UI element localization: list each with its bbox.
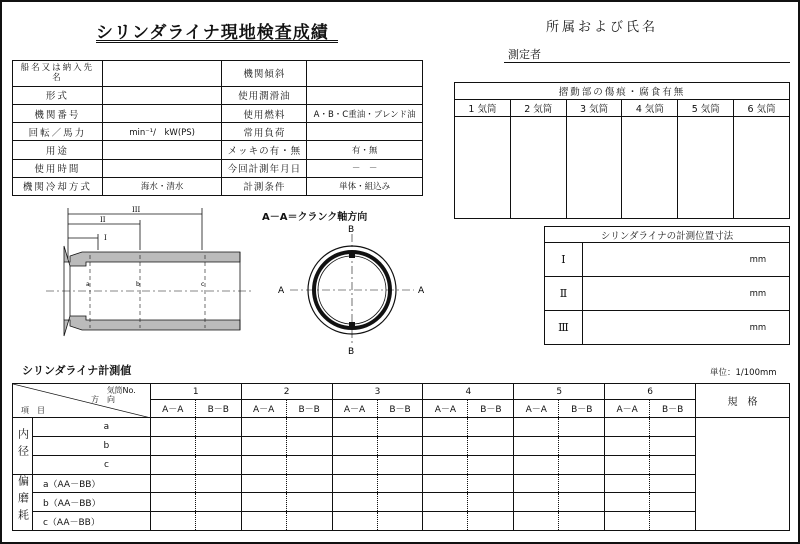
measure-value-cell[interactable] [468, 512, 514, 531]
info-left-label: 船名又は納入先名 [13, 61, 103, 87]
measure-value-cell[interactable] [514, 437, 559, 456]
measure-value-cell[interactable] [195, 437, 241, 456]
measure-direction-header: A－A [241, 400, 286, 418]
measure-value-cell[interactable] [241, 418, 286, 437]
measure-value-cell[interactable] [650, 418, 696, 437]
measure-value-cell[interactable] [150, 418, 195, 437]
page-title: シリンダライナ現地検査成績 [96, 23, 329, 43]
measure-value-cell[interactable] [332, 418, 377, 437]
info-row [13, 61, 423, 87]
info-left-value[interactable] [102, 104, 222, 122]
measure-value-cell[interactable] [332, 512, 377, 531]
section-view-circle [276, 224, 428, 354]
info-left-value[interactable] [102, 141, 222, 159]
measure-value-cell[interactable] [286, 455, 332, 474]
measure-item-label: c [32, 455, 150, 474]
info-right-label: 使用潤滑油 [222, 86, 307, 104]
measure-value-cell[interactable] [286, 512, 332, 531]
measure-value-cell[interactable] [150, 474, 195, 493]
measure-value-cell[interactable] [195, 493, 241, 512]
measure-row [13, 474, 790, 493]
info-row [13, 123, 423, 141]
measure-row [13, 512, 790, 531]
measure-cylinder-header: 3 [332, 384, 423, 400]
measure-cylinder-header: 2 [241, 384, 332, 400]
measure-value-cell[interactable] [605, 418, 650, 437]
measure-value-cell[interactable] [332, 455, 377, 474]
measure-row [13, 437, 790, 456]
info-left-label: 使用時間 [13, 159, 103, 177]
measure-cylinder-header: 1 [150, 384, 241, 400]
corner-cylinder-label: 気筒No. [106, 386, 136, 395]
measure-value-cell[interactable] [150, 493, 195, 512]
pos-a-label: a [86, 281, 90, 288]
position-row [545, 311, 790, 345]
damage-cell[interactable] [510, 117, 566, 219]
measure-value-cell[interactable] [150, 437, 195, 456]
damage-cell[interactable] [734, 117, 790, 219]
info-left-value[interactable] [102, 61, 222, 87]
measurer-signature-line[interactable] [504, 62, 790, 63]
spec-cell[interactable] [696, 418, 790, 531]
measure-value-cell[interactable] [423, 474, 468, 493]
info-left-value[interactable]: 海水・清水 [102, 177, 222, 195]
position-unit: mm [750, 277, 790, 311]
info-right-label: 常用負荷 [222, 123, 307, 141]
measure-row [13, 418, 790, 437]
measure-value-cell[interactable] [332, 493, 377, 512]
measure-value-cell[interactable] [332, 474, 377, 493]
measure-value-cell[interactable] [605, 474, 650, 493]
damage-cell[interactable] [678, 117, 734, 219]
position-label: Ⅰ [545, 243, 583, 277]
measurement-table [12, 383, 790, 531]
info-right-value[interactable] [307, 86, 423, 104]
measure-value-cell[interactable] [423, 512, 468, 531]
position-table [544, 226, 790, 345]
marker-B-bottom: B [348, 347, 355, 354]
measure-value-cell[interactable] [514, 474, 559, 493]
info-left-value[interactable] [102, 86, 222, 104]
position-label: Ⅱ [545, 277, 583, 311]
position-value[interactable] [582, 243, 749, 277]
position-row [545, 277, 790, 311]
damage-cylinder-header: 1 気筒 [455, 100, 511, 117]
measure-cylinder-header: 4 [423, 384, 514, 400]
measure-value-cell[interactable] [286, 418, 332, 437]
measure-value-cell[interactable] [286, 493, 332, 512]
measure-group-label: 偏磨耗 [13, 474, 33, 530]
pos-c-label: c [201, 281, 205, 288]
measure-value-cell[interactable] [650, 512, 696, 531]
marker-B-top: B [348, 225, 355, 235]
measure-value-cell[interactable] [514, 512, 559, 531]
measure-value-cell[interactable] [468, 474, 514, 493]
measure-value-cell[interactable] [377, 437, 423, 456]
measure-cylinder-header: 6 [605, 384, 696, 400]
measure-direction-header: A－A [150, 400, 195, 418]
measure-direction-header: A－A [332, 400, 377, 418]
measure-item-label: b [32, 437, 150, 456]
damage-cylinder-header: 2 気筒 [510, 100, 566, 117]
measure-row [13, 455, 790, 474]
measure-direction-header: B－B [286, 400, 332, 418]
measure-value-cell[interactable] [468, 418, 514, 437]
measure-direction-header: A－A [514, 400, 559, 418]
pos-b-label: b [136, 281, 140, 288]
info-right-label: 計測条件 [222, 177, 307, 195]
measure-value-cell[interactable] [650, 493, 696, 512]
measure-value-cell[interactable] [559, 418, 605, 437]
damage-cell[interactable] [622, 117, 678, 219]
measure-value-cell[interactable] [650, 455, 696, 474]
damage-table-title: 摺動部の傷痕・腐食有無 [455, 83, 790, 100]
damage-cylinder-header: 3 気筒 [566, 100, 622, 117]
title-underline [96, 40, 338, 43]
measure-value-cell[interactable] [514, 455, 559, 474]
measure-item-label: b（AA－BB） [32, 493, 150, 512]
dim-III-label: III [132, 206, 141, 214]
measure-value-cell[interactable] [241, 493, 286, 512]
info-right-value[interactable]: 有・無 [307, 141, 423, 159]
measure-value-cell[interactable] [559, 493, 605, 512]
measure-item-label: c（AA－BB） [32, 512, 150, 531]
measure-value-cell[interactable] [241, 474, 286, 493]
measure-direction-header: B－B [650, 400, 696, 418]
position-value[interactable] [582, 311, 749, 345]
damage-cylinder-header: 4 気筒 [622, 100, 678, 117]
measure-value-cell[interactable] [468, 493, 514, 512]
position-row [545, 243, 790, 277]
measure-item-label: a [32, 418, 150, 437]
measure-value-cell[interactable] [650, 437, 696, 456]
spec-header: 規 格 [696, 384, 790, 418]
info-right-value[interactable] [307, 61, 423, 87]
dim-I-label: I [104, 234, 107, 242]
measure-value-cell[interactable] [241, 512, 286, 531]
measure-value-cell[interactable] [195, 455, 241, 474]
liner-cross-section-diagram [40, 200, 260, 350]
measure-value-cell[interactable] [514, 493, 559, 512]
info-row [13, 86, 423, 104]
measure-value-cell[interactable] [514, 418, 559, 437]
unit-note: 単位：1/100mm [710, 368, 777, 378]
measure-value-cell[interactable] [241, 437, 286, 456]
info-right-label: 機関傾斜 [222, 61, 307, 87]
measure-value-cell[interactable] [559, 437, 605, 456]
measurement-title: シリンダライナ計測値 [22, 364, 132, 377]
info-left-value[interactable]: min⁻¹/ kW(PS) [102, 123, 222, 141]
measure-value-cell[interactable] [605, 512, 650, 531]
marker-A-right: A [418, 286, 425, 296]
measure-value-cell[interactable] [650, 474, 696, 493]
measure-row [13, 493, 790, 512]
measure-item-label: a（AA－BB） [32, 474, 150, 493]
info-right-label: 使用燃料 [222, 104, 307, 122]
measure-direction-header: A－A [423, 400, 468, 418]
measure-value-cell[interactable] [605, 493, 650, 512]
info-right-value[interactable]: － － [307, 159, 423, 177]
measure-value-cell[interactable] [150, 512, 195, 531]
measure-value-cell[interactable] [423, 455, 468, 474]
measure-direction-header: B－B [195, 400, 241, 418]
measure-value-cell[interactable] [423, 493, 468, 512]
measure-value-cell[interactable] [377, 493, 423, 512]
signature-heading: 所属および氏名 [546, 20, 659, 35]
damage-table [454, 82, 790, 219]
measure-direction-header: B－B [468, 400, 514, 418]
measure-value-cell[interactable] [559, 474, 605, 493]
measure-group-label: 内径 [13, 418, 33, 474]
section-view-label: A－A＝クランク軸方向 [262, 212, 368, 223]
info-right-label: 今回計測年月日 [222, 159, 307, 177]
measure-value-cell[interactable] [559, 512, 605, 531]
corner-item-label: 項 目 [21, 406, 45, 416]
info-left-value[interactable] [102, 159, 222, 177]
info-row [13, 104, 423, 122]
info-right-value[interactable] [307, 123, 423, 141]
measure-value-cell[interactable] [150, 455, 195, 474]
info-left-label: 回転／馬力 [13, 123, 103, 141]
info-row [13, 141, 423, 159]
measurer-label: 測定者 [508, 48, 541, 61]
position-unit: mm [750, 311, 790, 345]
position-table-title: シリンダライナの計測位置寸法 [545, 227, 790, 243]
info-right-value[interactable]: A・B・C重油・ブレンド油 [307, 104, 423, 122]
info-right-label: メッキの有・無 [222, 141, 307, 159]
info-left-label: 形式 [13, 86, 103, 104]
corner-direction-label: 方 向 [91, 395, 115, 404]
damage-cylinder-header: 6 気筒 [734, 100, 790, 117]
info-row [13, 159, 423, 177]
measure-value-cell[interactable] [423, 418, 468, 437]
measure-value-cell[interactable] [286, 437, 332, 456]
position-label: Ⅲ [545, 311, 583, 345]
measure-direction-header: A－A [605, 400, 650, 418]
measure-value-cell[interactable] [195, 512, 241, 531]
position-value[interactable] [582, 277, 749, 311]
measure-direction-header: B－B [559, 400, 605, 418]
measure-value-cell[interactable] [377, 418, 423, 437]
measure-value-cell[interactable] [241, 455, 286, 474]
measure-value-cell[interactable] [195, 418, 241, 437]
measure-value-cell[interactable] [468, 437, 514, 456]
info-left-label: 機関番号 [13, 104, 103, 122]
damage-cell[interactable] [566, 117, 622, 219]
header-corner-cell [13, 384, 151, 418]
measure-value-cell[interactable] [605, 455, 650, 474]
measure-value-cell[interactable] [377, 455, 423, 474]
measure-value-cell[interactable] [286, 474, 332, 493]
measure-value-cell[interactable] [377, 512, 423, 531]
measure-value-cell[interactable] [423, 437, 468, 456]
measure-cylinder-header: 5 [514, 384, 605, 400]
measure-value-cell[interactable] [377, 474, 423, 493]
marker-A-left: A [278, 286, 285, 296]
measure-value-cell[interactable] [559, 455, 605, 474]
info-left-label: 用途 [13, 141, 103, 159]
dim-II-label: II [100, 216, 106, 224]
info-right-value[interactable]: 単体・組込み [307, 177, 423, 195]
measure-value-cell[interactable] [468, 455, 514, 474]
measure-value-cell[interactable] [195, 474, 241, 493]
damage-cylinder-header: 5 気筒 [678, 100, 734, 117]
position-unit: mm [750, 243, 790, 277]
measure-value-cell[interactable] [332, 437, 377, 456]
damage-cell[interactable] [455, 117, 511, 219]
measure-direction-header: B－B [377, 400, 423, 418]
measure-value-cell[interactable] [605, 437, 650, 456]
engine-info-table [12, 60, 423, 196]
info-left-label: 機関冷却方式 [13, 177, 103, 195]
info-row [13, 177, 423, 195]
